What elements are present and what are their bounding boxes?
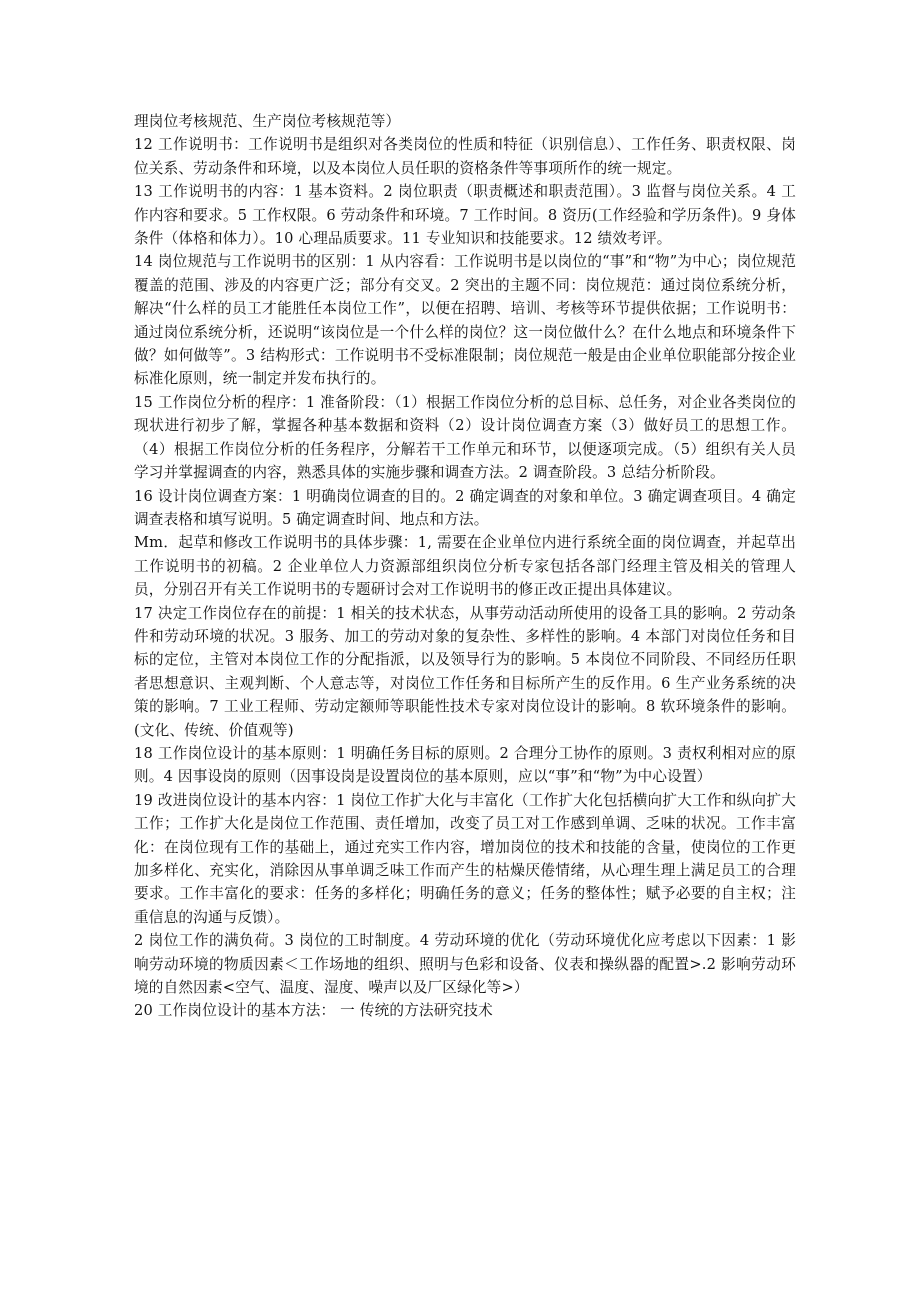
paragraph-continuation: 理岗位考核规范、生产岗位考核规范等） (134, 113, 401, 130)
paragraph-16-survey-plan: 16 设计岗位调查方案：1 明确岗位调查的目的。2 确定调查的对象和单位。3 确定调查项目。4 确定调查表格和填写说明。5 确定调查时间、地点和方法。 (134, 487, 796, 528)
paragraph-19-design-improvement: 19 改进岗位设计的基本内容：1 岗位工作扩大化与丰富化（工作扩大化包括横向扩大工作和纵向扩大工作；工作扩大化是岗位工作范围、责任增加，改变了员工对工作感到单调、乏味的状况。工作丰富化：在岗位现有工作的基础上，通过充实工作内容，增加岗位的技术和技能的含量，使岗位的工作更加多样化、充实化，消除因从事单调乏味工作而产生的枯燥厌倦情绪，从心理生理上满足员工的合理要求。工作丰富化的要求：任务的多样化；明确任务的意义；任务的整体性；赋予必要的自主权；注重信息的沟通与反馈）。 (134, 791, 796, 926)
paragraph-15-analysis-procedure: 15 工作岗位分析的程序：1 准备阶段：（1）根据工作岗位分析的总目标、总任务，对企业各类岗位的现状进行初步了解，掌握各种基本数据和资料（2）设计岗位调查方案（3）做好员工的思想工作。（4）根据工作岗位分析的任务程序，分解若干工作单元和环节，以便逐项完成。（5）组织有关人员学习并掌握调查的内容，熟悉具体的实施步骤和调查方法。2 调查阶段。3 总结分析阶段。 (134, 393, 796, 482)
paragraph-20-design-methods: 20 工作岗位设计的基本方法： 一 传统的方法研究技术 (134, 1002, 493, 1020)
paragraph-13-description-contents: 13 工作说明书的内容：1 基本资料。2 岗位职责（职责概述和职责范围）。3 监督与岗位关系。4 工作内容和要求。5 工作权限。6 劳动条件和环境。7 工作时间。8 资历(工作经验和学历条件)。9 身体条件（体格和体力）。10 心理品质要求。11 专业知识和技能要求。12 绩效考评。 (134, 183, 796, 248)
paragraph-17-prerequisites: 17 决定工作岗位存在的前提：1 相关的技术状态，从事劳动活动所使用的设备工具的影响。2 劳动条件和劳动环境的状况。3 服务、加工的劳动对象的复杂性、多样性的影响。4 本部门对岗位任务和目标的定位，主管对本岗位工作的分配指派，以及领导行为的影响。5 本岗位不同阶段、不同经历任职者思想意识、主观判断、个人意志等，对岗位工作任务和目标所产生的反作用。6 生产业务系统的决策的影响。7 工业工程师、劳动定额师等职能性技术专家对岗位设计的影响。8 软环境条件的影响。(文化、传统、价值观等) (134, 604, 796, 739)
paragraph-19-continued: 2 岗位工作的满负荷。3 岗位的工时制度。4 劳动环境的优化（劳动环境优化应考虑以下因素：1 影响劳动环境的物质因素＜工作场地的组织、照明与色彩和设备、仪表和操纵器的配置>.2 影响劳动环境的自然因素<空气、温度、湿度、噪声以及厂区绿化等>） (134, 932, 796, 997)
paragraph-12-job-description: 12 工作说明书：工作说明书是组织对各类岗位的性质和特征（识别信息）、工作任务、职责权限、岗位关系、劳动条件和环境，以及本岗位人员任职的资格条件等事项所作的统一规定。 (134, 136, 796, 177)
paragraph-18-design-principles: 18 工作岗位设计的基本原则：1 明确任务目标的原则。2 合理分工协作的原则。3 责权利相对应的原则。4 因事设岗的原则（因事设岗是设置岗位的基本原则，应以“事”和“物”为中心设置） (134, 744, 796, 786)
document-page (134, 110, 796, 1023)
paragraph-drafting-steps: Mm．起草和修改工作说明书的具体步骤：1, 需要在企业单位内进行系统全面的岗位调查，并起草出工作说明书的初稿。2 企业单位人力资源部组织岗位分析专家包括各部门经理主管及相关的管理人员，分别召开有关工作说明书的专题研讨会对工作说明书的修正改正提出具体建议。 (134, 534, 796, 599)
paragraph-14-differences: 14 岗位规范与工作说明书的区别：1 从内容看：工作说明书是以岗位的“事”和“物”为中心；岗位规范覆盖的范围、涉及的内容更广泛；部分有交叉。2 突出的主题不同：岗位规范：通过岗位系统分析，解决“什么样的员工才能胜任本岗位工作”，以便在招聘、培训、考核等环节提供依据；工作说明书：通过岗位系统分析，还说明“该岗位是一个什么样的岗位？这一岗位做什么？在什么地点和环境条件下做？如何做等”。3 结构形式：工作说明书不受标准限制；岗位规范一般是由企业单位职能部分按企业标准化原则，统一制定并发布执行的。 (134, 253, 796, 388)
